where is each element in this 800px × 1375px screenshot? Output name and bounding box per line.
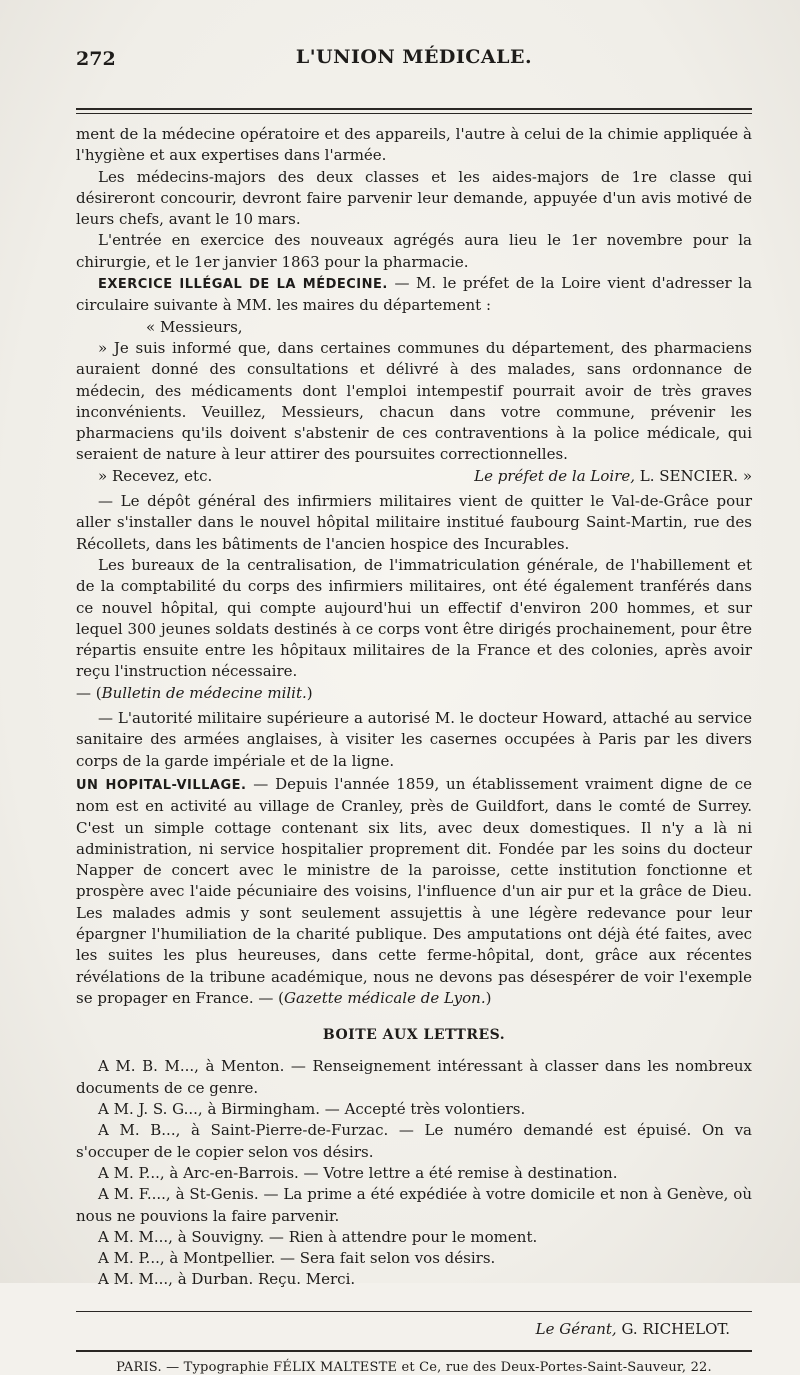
letters-list	[76, 1056, 752, 1290]
paragraph-concours-intro: ment de la médecine opératoire et des appareils, l'autre à celui de la chimie appliquée à l'hygiène et aux expertises dans l'armée.	[76, 125, 752, 165]
circular-body: » Je suis informé que, dans certaines communes du département, des pharmaciens auraient donné des consultations et délivré à des malades, sans ordonnance de médecin, des médicaments dont l'emploi intempestif pourrait avoir de très graves inconvénients. Veuillez, Messieurs, chacun dans votre commune, prévenir les pharmaciens qu'ils doivent s'abstenir de ces contraventions à la police médicale, qui seraient de nature à leur attirer des poursuites correctionnelles.	[76, 338, 752, 464]
letter-item: A M. P..., à Montpellier. — Sera fait selon vos désirs.	[98, 1249, 496, 1268]
page-number: 272	[76, 48, 116, 70]
paragraph-concours-entree: L'entrée en exercice des nouveaux agrégés aura lieu le 1er novembre pour la chirurgie, et le 1er janvier 1863 pour la pharmacie.	[76, 231, 752, 271]
letter-item: A M. M..., à Souvigny. — Rien à attendre pour le moment.	[98, 1227, 538, 1246]
source-bulletin	[76, 683, 752, 704]
manager-signature	[76, 1320, 730, 1338]
signature-title: Le préfet de la Loire,	[474, 466, 636, 485]
exercice-text: — M. le préfet de la Loire vient d'adresser la circulaire suivante à MM. les maires du département :	[76, 274, 753, 315]
signature-name: L. SENCIER. »	[635, 466, 752, 485]
source-dash: — (	[76, 683, 102, 702]
paragraph-howard: — L'autorité militaire supérieure a autorisé M. le docteur Howard, attaché au service sanitaire des armées anglaises, à visiter les casernes occupées à Paris par les divers corps de la garde impériale et de la ligne.	[76, 709, 752, 770]
letter-item: A M. B..., à Saint-Pierre-de-Furzac. — Le numéro demandé est épuisé. On va s'occuper de le copier selon vos désirs.	[76, 1121, 752, 1161]
letter-item: A M. P..., à Arc-en-Barrois. — Votre lettre a été remise à destination.	[98, 1163, 618, 1182]
section-heading-hopital: UN HOPITAL-VILLAGE.	[76, 777, 247, 793]
printer-footer: PARIS. — Typographie FÉLIX MALTESTE et Ce, rue des Deux-Portes-Saint-Sauveur, 22.	[116, 1359, 712, 1375]
section-heading-exercice: EXERCICE ILLÉGAL DE LA MÉDECINE.	[98, 277, 388, 293]
source-end: )	[306, 683, 313, 702]
hopital-text: — Depuis l'année 1859, un établissement vraiment digne de ce nom est en activité au village de Cranley, près de Guildfort, dans le comté de Surrey. C'est un simple cottage contenant six lits, avec deux domestiques. Il n'y a là ni administration, ni service hospitalier proprement dit. Fondée par les soins du docteur Napper de concert avec le ministre de la paroisse, cette institution fonctionne et prospère avec l'aide pécuniaire des voisins, l'influence d'un air pur et la grâce de Dieu. Les malades admis y sont seulement assujettis à une légère redevance pour leur épargner l'humiliation de la charité publique. Des amputations ont déjà été faites, avec les suites les plus heureuses, dans cette ferme-hôpital, dont, grâce aux récentes révélations de la tribune académique, nous ne devons pas désespérer de voir l'exemple se propager en France. — (	[76, 774, 752, 1007]
paragraph-exercice-illegal	[76, 273, 752, 317]
page-header	[76, 40, 752, 80]
paragraph-concours-medecins: Les médecins-majors des deux classes et les aides-majors de 1re classe qui désireront concourir, devront faire parvenir leur demande, appuyée d'un avis motivé de leurs chefs, avant le 10 mars.	[76, 167, 752, 229]
letter-item: A M. F...., à St-Genis. — La prime a été expédiée à votre domicile et non à Genève, où nous ne pouvions la faire parvenir.	[76, 1185, 752, 1225]
letter-item: A M. J. S. G..., à Birmingham. — Accepté très volontiers.	[98, 1100, 526, 1119]
source-title: Bulletin de médecine milit.	[101, 683, 307, 702]
circular-salutation: « Messieurs,	[146, 317, 243, 336]
section-title-boite: BOITE AUX LETTRES.	[322, 1027, 506, 1044]
hopital-source: Gazette médicale de Lyon.	[284, 988, 486, 1007]
hopital-source-end: )	[485, 988, 492, 1007]
journal-title: L'UNION MÉDICALE.	[295, 46, 533, 68]
paragraph-hopital-village	[76, 774, 752, 1009]
paragraph-infirmiers-bureaux: Les bureaux de la centralisation, de l'immatriculation générale, de l'habillement et de la comptabilité du corps des infirmiers militaires, ont été également tranférés dans ce nouvel hôpital, qui compte aujourd'hui un effectif d'environ 200 hommes, et sur lequel 300 jeunes soldats destinés à ce corps vont être dirigés prochainement, pour être répartis ensuite entre les hôpitaux militaires de la France et des colonies, après avoir reçu l'instruction nécessaire.	[76, 555, 752, 681]
manager-name: G. RICHELOT.	[616, 1319, 730, 1338]
circular-signature	[452, 466, 752, 487]
letter-item: A M. B. M..., à Menton. — Renseignement intéressant à classer dans les nombreux documents de ce genre.	[76, 1057, 752, 1097]
paragraph-infirmiers-depot: — Le dépôt général des infirmiers militaires vient de quitter le Val-de-Grâce pour aller s'installer dans le nouvel hôpital militaire institué faubourg Saint-Martin, rue des Récollets, dans les bâtiments de l'ancien hospice des Incurables.	[76, 492, 752, 553]
article-body	[76, 124, 752, 1291]
letter-item: A M. M..., à Durban. Reçu. Merci.	[98, 1270, 356, 1289]
circular-closing-text: » Recevez, etc.	[98, 466, 213, 485]
circular-closing	[76, 466, 752, 487]
signature-rule	[76, 1311, 752, 1312]
manager-role: Le Gérant,	[535, 1319, 617, 1338]
header-rule	[76, 108, 752, 114]
footer-rule	[76, 1350, 752, 1352]
